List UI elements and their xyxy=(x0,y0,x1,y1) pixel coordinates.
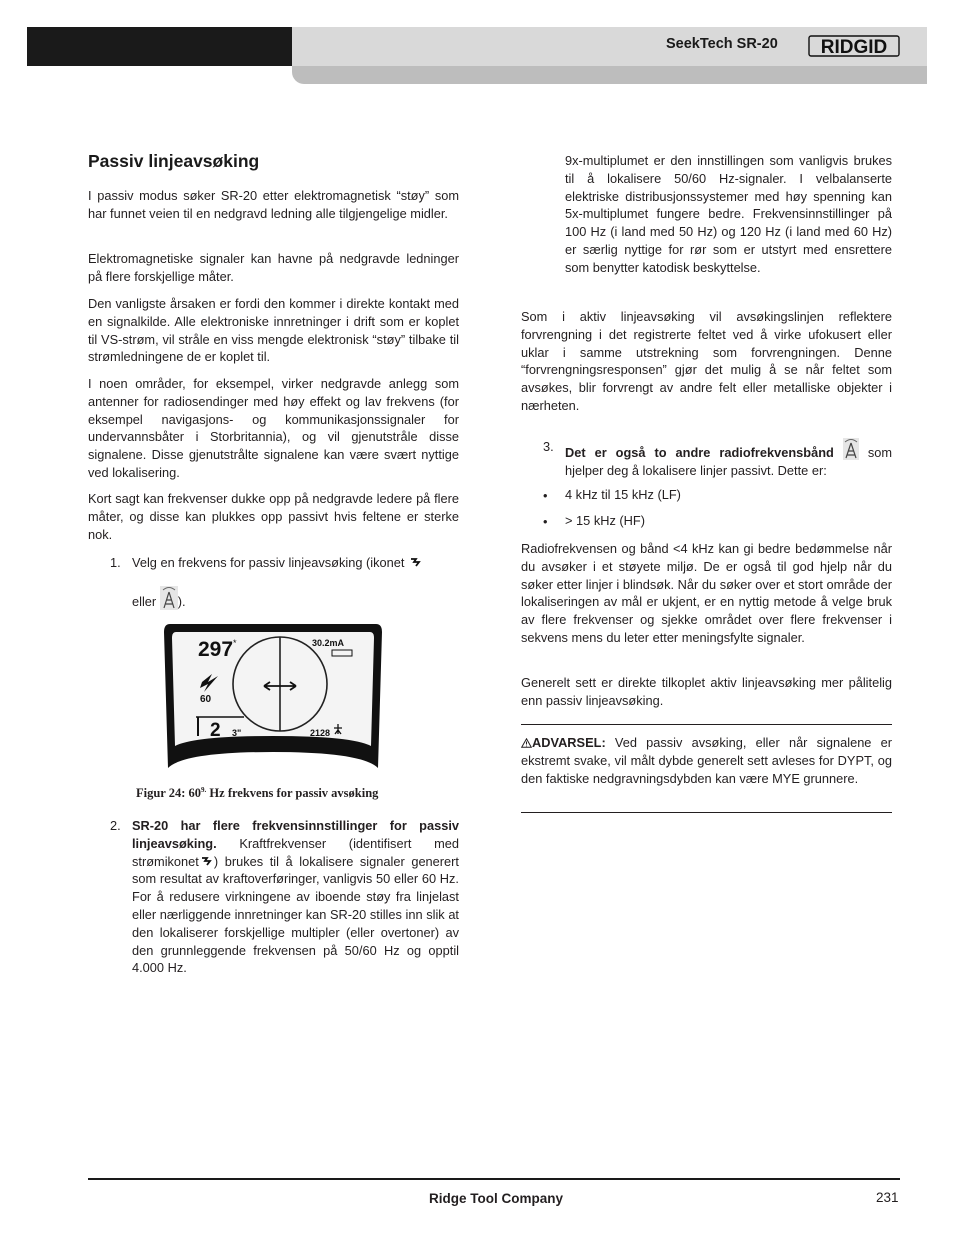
power-frequency-icon xyxy=(410,555,421,566)
section-title: Passiv linjeavsøking xyxy=(88,151,260,171)
list-item-1-line2 xyxy=(132,586,186,611)
ridgid-logo xyxy=(808,33,900,59)
list-number: 1. xyxy=(110,555,121,570)
warning-bottom-rule xyxy=(521,812,892,813)
left-paragraph-4: I noen områder, for eksempel, virker nedgravde anlegg som antenner for radiosendinger med høy effekt og lav frekvens (for eksempel navigasjons- og kommunikasjonssignaler for undervannsbåter i Storbritannia), og vil gjenutstråle disse signalene. Disse gjenutstrålte signalene kan være svært nyttige ved lokalisering. xyxy=(88,376,459,480)
header-gray-tab xyxy=(292,66,927,84)
right-paragraph-3: Radiofrekvensen og bånd <4 kHz kan gi bedre bedømmelse når du avsøker i et støyete miljø. De er også til god hjelp når du søker etter linjer i blindsøk. Når du søker over et stort område der lokaliseringen av mål er ukjent, er en nyttig metode å velge bruk av flere frekvenser og sjekke området over flere frekvenser i sekvens mens du leter etter meningsfylte signaler. xyxy=(521,541,892,645)
left-paragraph-5: Kort sagt kan frekvenser dukke opp på nedgravde ledere på flere måter, og disse kan plukkes opp passivt hvis feltene er sterke nok. xyxy=(88,491,459,542)
bullet-item-1: 4 kHz til 15 kHz (LF) xyxy=(565,487,681,502)
left-paragraph-3: Den vanligste årsaken er fordi den kommer i direkte kontakt med en signalkilde. Alle elektroniske innretninger i drift som er koplet til VS-strøm, vil stråle en viss mengde elektronisk “støy” tilbake til strømledningene de er koplet til. xyxy=(88,296,459,365)
figure-caption-sup: 9. xyxy=(201,786,207,794)
list-item-1-end: ). xyxy=(177,594,186,609)
depth-inches-readout: 3" xyxy=(232,728,242,738)
left-paragraph-2: Elektromagnetiske signaler kan havne på nedgravde ledninger på flere forskjellige måter. xyxy=(88,251,459,284)
right-paragraph-1: 9x-multiplumet er den innstillingen som vanligvis brukes til å lokalisere 50/60 Hz-signaler. I velbalanserte elektriske distribusjonssystemer med høy spenning kan 5x-multiplumet fungere bedre. Frekvensinnstillinger på 100 Hz (i land med 50 Hz) og 120 Hz (i land med 60 Hz) er særlig nyttige for rør som er utstyrt med ensrettere som benytter katodisk beskyttelse. xyxy=(565,153,892,275)
depth-unit-mark: * xyxy=(233,638,237,648)
footer-company: Ridge Tool Company xyxy=(429,1191,563,1206)
list-item-2-part-a: Kraftfrekvenser (identifisert med strømikonet xyxy=(132,835,459,869)
footer-rule xyxy=(88,1178,900,1180)
current-readout: 30.2mA xyxy=(312,638,345,648)
signal-strength-readout: 2128 xyxy=(310,728,331,738)
list-item-3-text xyxy=(565,438,892,480)
list-number: 2. xyxy=(110,818,121,833)
bullet-item-2: > 15 kHz (HF) xyxy=(565,513,645,528)
list-item-1-text xyxy=(132,554,459,572)
list-item-3-part-a: som hjelper deg å lokalisere linjer passivt. Dette er: xyxy=(565,445,893,478)
list-item-3-bold: Det er også to andre radiofrekvensbånd xyxy=(565,445,834,460)
warning-box xyxy=(521,734,892,787)
list-item-1-label: Velg en frekvens for passiv linjeavsøking (ikonet xyxy=(132,555,405,570)
radio-frequency-icon xyxy=(160,586,178,610)
warning-label: ADVARSEL: xyxy=(532,735,606,750)
warning-top-rule xyxy=(521,724,892,725)
list-item-2-part-b: ) brukes til å lokalisere signaler generert som resultat av kraftoverføringer, vanligvis 50 eller 60 Hz. For å redusere virkningene av iboende støy fra linjelast eller nærliggende innretninger kan SR-20 stilles inn slik at den lokaliserer forskjellige multipler (eller overtoner) av den grunnleggende frekvensen på 50/60 Hz og opptil 4.000 Hz. xyxy=(132,853,459,976)
bullet-marker: • xyxy=(543,514,548,529)
header-black-bar xyxy=(27,27,292,66)
list-item-1-or: eller xyxy=(132,594,157,609)
left-paragraph-1: I passiv modus søker SR-20 etter elektromagnetisk “støy” som har funnet veien til en nedgravd ledning alle tilgjengelige midler. xyxy=(88,188,459,221)
depth-feet-readout: 2 xyxy=(210,720,221,741)
product-name: SeekTech SR-20 xyxy=(666,36,778,52)
locator-display-figure xyxy=(162,620,384,780)
brand-logo-text: RIDGID xyxy=(820,37,888,58)
page-number: 231 xyxy=(876,1190,899,1205)
frequency-readout: 60 xyxy=(200,694,212,705)
radio-frequency-icon xyxy=(843,438,859,460)
right-paragraph-4: Generelt sett er direkte tilkoplet aktiv linjeavsøking mer pålitelig enn passiv linjeavsøking. xyxy=(521,675,892,708)
power-frequency-icon xyxy=(201,854,212,865)
figure-caption-label: Figur 24: 60 xyxy=(136,786,202,801)
figure-caption xyxy=(136,786,378,801)
list-item-2-bold: SR-20 har flere frekvensinnstillinger for passiv linjeavsøking. xyxy=(132,818,459,851)
warning-text: Ved passiv avsøking, eller når signalene er ekstremt svake, vil målt dybde generelt sett avleses for DYPT, og den faktiske nedgravningsdybden kan være MYE grunnere. xyxy=(521,735,892,786)
right-paragraph-2: Som i aktiv linjeavsøking vil avsøkingslinjen reflektere forvrengning i det registrerte feltet ved å virke ufokusert eller uklar i samme utstrekning som forvrengningen. Denne “forvrengningsresponsen” gjør det mulig å se når feltet som avsøkes, blir forvrengt av andre felt eller metalliske objekter i nærheten. xyxy=(521,309,892,413)
warning-icon xyxy=(521,735,532,745)
list-item-2-text xyxy=(132,817,459,977)
bullet-marker: • xyxy=(543,488,548,503)
list-number: 3. xyxy=(543,439,554,454)
figure-caption-rest: Hz frekvens for passiv avsøking xyxy=(206,786,379,801)
depth-readout: 297 xyxy=(198,638,234,661)
